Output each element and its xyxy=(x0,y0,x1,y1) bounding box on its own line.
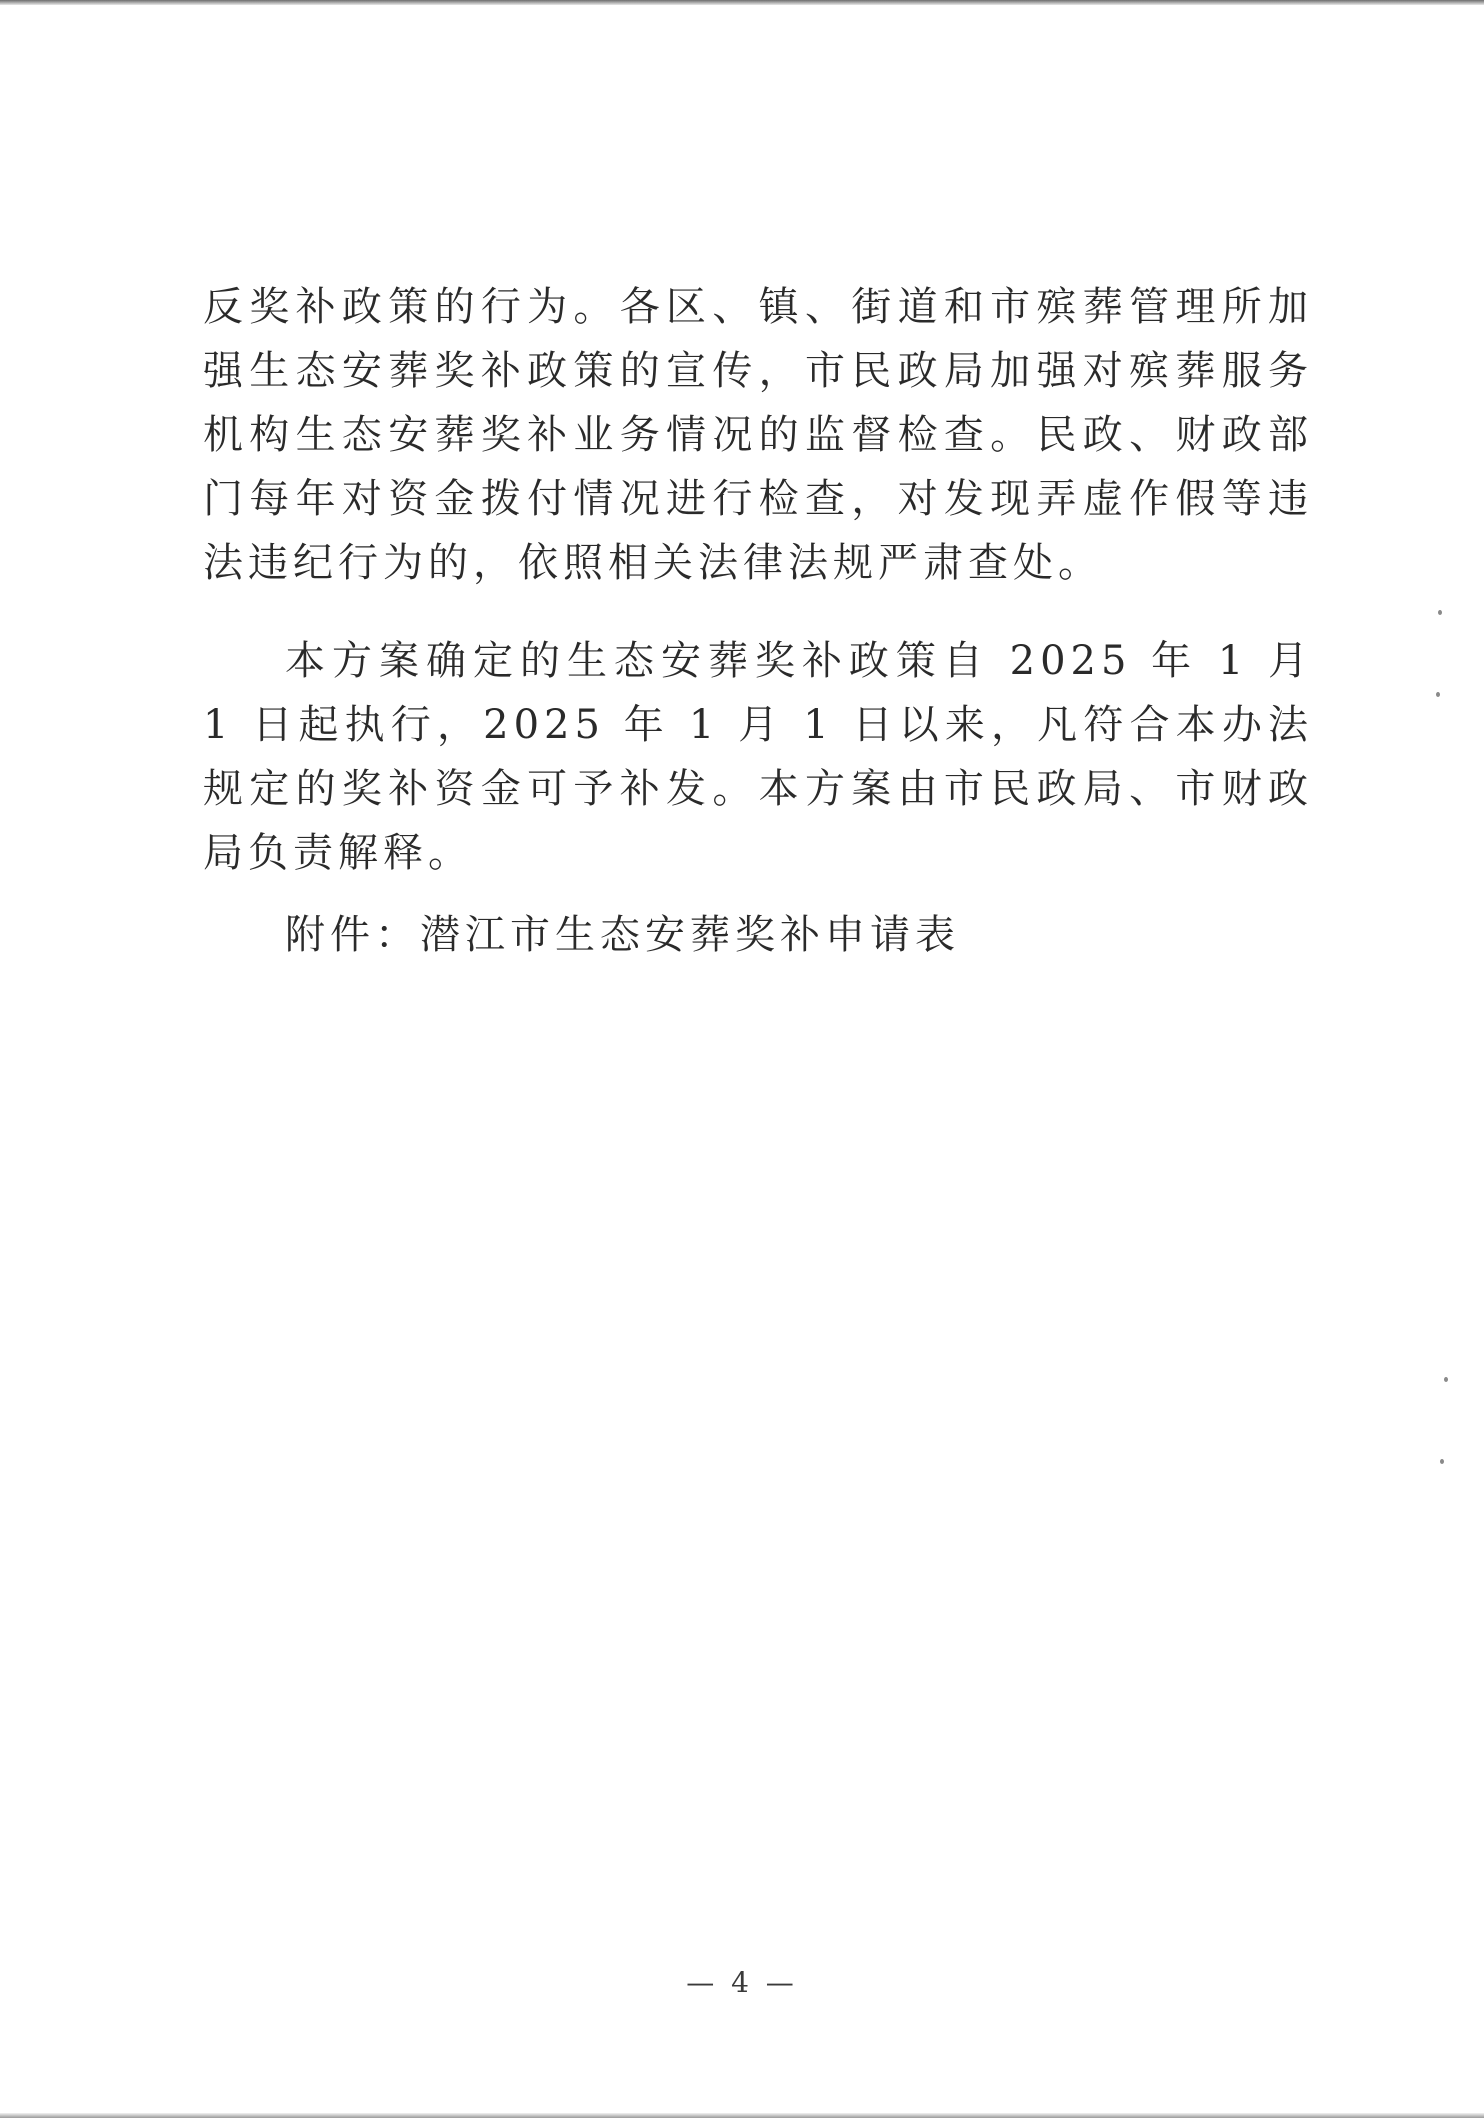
attachment-line: 附件：潜江市生态安葬奖补申请表 xyxy=(285,912,960,958)
scan-speck xyxy=(1444,1377,1448,1382)
scan-speck xyxy=(1436,692,1440,697)
paragraph-supervision: 反奖补政策的行为。各区、镇、街道和市殡葬管理所加强生态安葬奖补政策的宣传，市民政局加强对殡葬服务机构生态安葬奖补业务情况的监督检查。民政、财政部门每年对资金拨付情况进行检查，对发现弄虚作假等违法违纪行为的，依照相关法律法规严肃查处。 xyxy=(203,284,1313,586)
scan-speck xyxy=(1438,610,1442,615)
page-number: — 4 — xyxy=(686,1966,798,1999)
scan-edge-top xyxy=(0,0,1484,5)
paragraph-effective-date: 本方案确定的生态安葬奖补政策自 2025 年 1 月 1 日起执行，2025 年 1 月 1 日以来，凡符合本办法规定的奖补资金可予补发。本方案由市民政局、市财政局负责解释。 xyxy=(203,638,1313,876)
scan-speck xyxy=(1440,1459,1444,1464)
scan-edge-bottom xyxy=(0,2113,1484,2118)
